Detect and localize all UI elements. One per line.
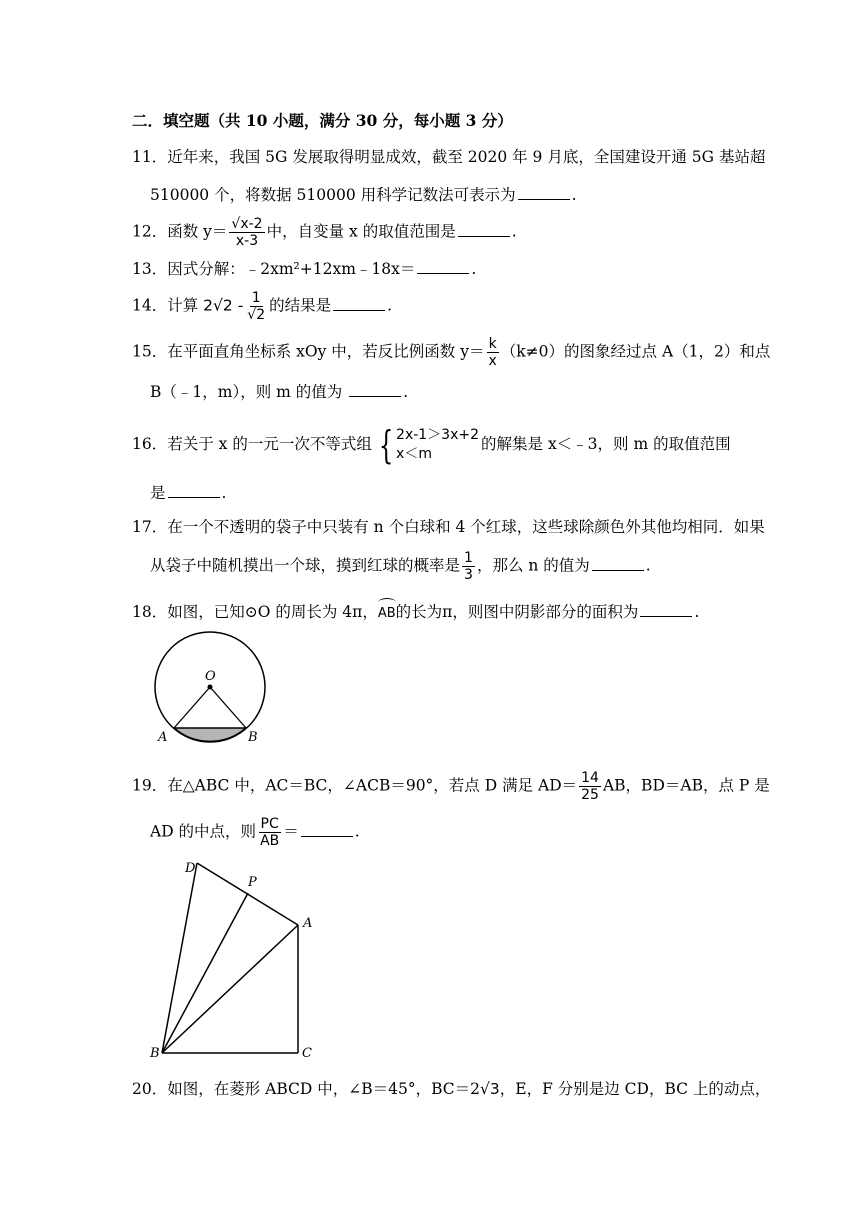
question-number: 14． [132,296,168,315]
question-text: 在△ABC 中，AC＝BC，∠ACB＝90°，若点 D 满足 AD＝ [167,776,578,795]
answer-blank[interactable] [168,483,220,498]
question-number: 12． [132,222,168,241]
punctuation: . [694,603,700,621]
answer-blank[interactable] [592,556,644,571]
fraction [258,816,281,849]
fraction-numerator: k [488,336,497,352]
answer-blank[interactable] [333,296,385,311]
fraction-numerator: PC [260,816,279,832]
answer-blank[interactable] [458,222,510,237]
punctuation: . [221,484,227,502]
fraction-denominator: AB [260,833,280,849]
sqrt-expression: √3 [480,1080,500,1098]
question-text: AD 的中点，则 [150,822,257,841]
fraction-denominator: 3 [464,567,473,583]
question-11-line-1 [132,146,765,168]
shaded-segment [174,728,246,741]
question-text: 近年来，我国 5G 发展取得明显成效，截至 2020 年 9 月底，全国建设开通 5G 基站超 [167,148,766,166]
triangle-figure [145,855,325,1065]
fraction-numerator: 1 [464,550,473,566]
punctuation: . [387,296,393,315]
question-text: 510000 个，将数据 510000 用科学记数法可表示为 [150,186,516,204]
question-13 [132,258,476,280]
punctuation: . [354,822,360,841]
fraction [462,550,475,583]
question-12 [132,216,517,249]
answer-blank[interactable] [417,259,469,274]
question-16-line-2 [150,482,226,504]
answer-blank[interactable] [349,382,401,397]
question-18 [132,600,699,625]
punctuation: . [571,186,577,204]
inequality-row-1: 2x-1＞3x+2 [396,427,480,443]
question-text: 如图，已知⊙O 的周长为 4π， [167,603,378,621]
fraction [245,290,267,323]
question-number: 13． [132,260,168,278]
question-text: 在一个不透明的袋子中只装有 n 个白球和 4 个红球，这些球除颜色外其他均相同．如果 [167,518,765,536]
question-text: ＝ [283,822,299,841]
question-text: 若关于 x 的一元一次不等式组 [167,435,372,453]
fraction-denominator: 25 [581,787,599,803]
question-text: 计算 2√2 - [167,296,244,315]
section-title: 二．填空题（共 10 小题，满分 30 分，每小题 3 分） [132,111,513,130]
question-text: 的结果是 [269,296,332,315]
answer-blank[interactable] [301,822,353,837]
answer-blank[interactable] [640,602,692,617]
question-15-line-2 [150,381,408,403]
question-15-line-1 [132,336,770,369]
question-number: 15． [132,342,168,361]
punctuation: . [471,260,477,278]
label-b: B [150,1046,160,1061]
question-number: 20． [132,1080,168,1098]
question-number: 17． [132,518,168,536]
question-text: 如图，在菱形 ABCD 中，∠B＝45°，BC＝2 [167,1080,480,1098]
fraction [486,336,498,369]
fraction-denominator: √2 [247,307,266,323]
question-text: B（﹣1，m），则 m 的值为 [150,383,348,401]
segment-pb [162,893,248,1053]
arc-ab: AB [378,600,396,625]
fraction-numerator: √x-2 [231,216,263,232]
label-a: A [303,916,313,931]
fraction-numerator: 1 [251,290,261,306]
answer-blank[interactable] [518,185,570,200]
punctuation: . [511,222,517,241]
question-number: 18． [132,603,168,621]
question-11-line-2 [150,184,577,206]
fraction-denominator: x [488,353,497,369]
question-text: ，那么 n 的值为 [476,556,590,575]
fraction [229,216,264,249]
label-d: D [185,861,196,876]
question-text: 从袋子中随机摸出一个球，摸到红球的概率是 [150,556,461,575]
question-text: 因式分解：﹣2xm²+12xm﹣18x＝ [167,260,416,278]
question-text: ，E，F 分别是边 CD，BC 上的动点， [499,1080,771,1098]
question-number: 16． [132,435,168,453]
question-19-line-2 [150,816,360,849]
fraction-denominator: x-3 [235,233,259,249]
question-text: 的长为π，则图中阴影部分的面积为 [395,603,639,621]
question-20 [132,1078,770,1100]
question-number: 19． [132,776,168,795]
question-text: 的解集是 x＜﹣3，则 m 的取值范围 [481,435,731,453]
question-17-line-2 [150,550,651,583]
question-text: 中，自变量 x 的取值范围是 [266,222,456,241]
question-text: （k≠0）的图象经过点 A（1，2）和点 [500,342,771,361]
radius-ob [210,687,246,728]
label-b: B [248,730,258,745]
label-a: A [158,730,168,745]
punctuation: . [645,556,651,575]
label-o: O [205,669,216,684]
question-text: 函数 y＝ [167,222,228,241]
center-dot [208,685,213,690]
brace-icon: { [378,423,394,467]
question-number: 11． [132,148,168,166]
radius-oa [174,687,210,728]
punctuation: . [403,383,409,401]
label-c: C [302,1046,312,1061]
circle-figure [145,630,275,748]
question-text: AB，BD＝AB，点 P 是 [602,776,770,795]
question-19-line-1 [132,770,770,803]
inequality-row-2: x＜m [396,446,432,462]
question-text: 在平面直角坐标系 xOy 中，若反比例函数 y＝ [167,342,485,361]
fraction-numerator: 14 [581,770,599,786]
label-p: P [248,875,257,890]
question-17-line-1 [132,516,765,538]
question-14 [132,290,392,323]
question-16-line-1 [132,423,731,467]
inequality-system [374,423,480,467]
question-text: 是 [150,484,166,502]
fraction [579,770,601,803]
